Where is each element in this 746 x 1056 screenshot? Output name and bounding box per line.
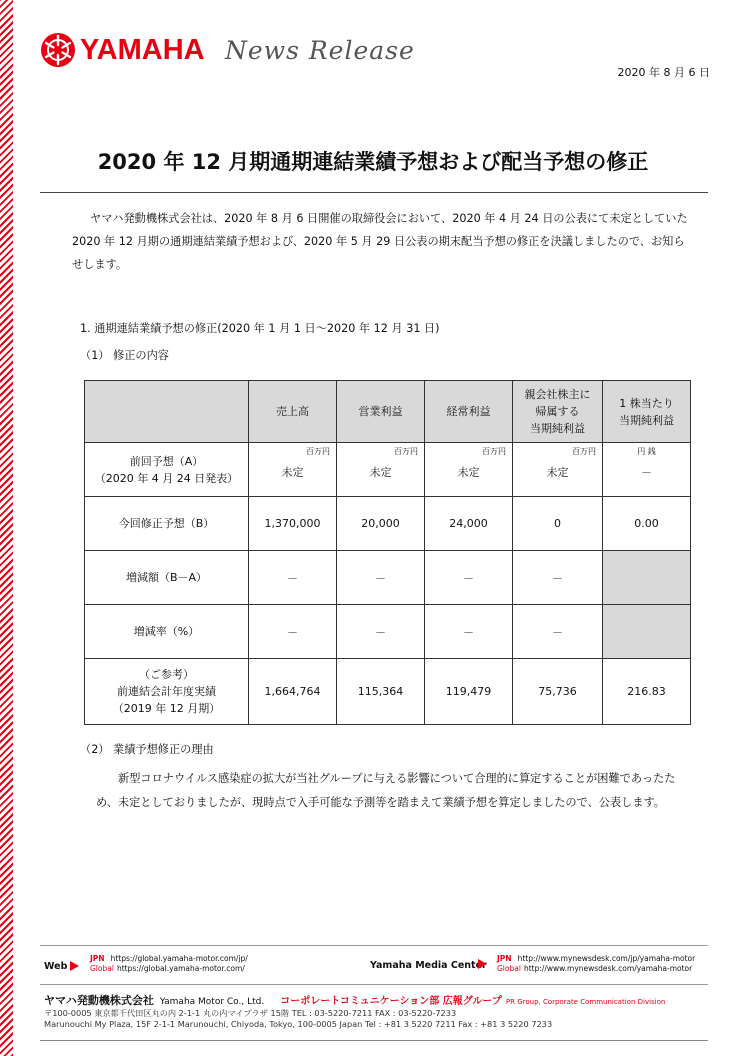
cell-cur-net: 0 <box>513 497 603 551</box>
department-en: PR Group, Corporate Communication Division <box>505 998 666 1006</box>
footer-divider-bottom <box>40 1040 708 1041</box>
table-row-current-forecast <box>85 497 691 551</box>
page-title: 2020 年 12 月期通期連結業績予想および配当予想の修正 <box>97 150 649 174</box>
cell-rate-sales: － <box>249 605 337 659</box>
company-line <box>44 992 665 1008</box>
cell-ref-ordinary: 119,479 <box>425 659 513 725</box>
header-net-income-line-2: 帰属する <box>535 405 580 418</box>
footer-divider-top <box>40 945 708 946</box>
web-links <box>90 954 248 974</box>
cell-diff-ordinary: － <box>425 551 513 605</box>
media-center-label: Yamaha Media Center <box>370 960 487 971</box>
cell-rate-net: － <box>513 605 603 659</box>
cell-diff-eps-shaded <box>603 551 691 605</box>
cell-rate-eps-shaded <box>603 605 691 659</box>
global-tag: Global <box>497 964 521 973</box>
cell-cur-eps: 0.00 <box>603 497 691 551</box>
header-eps-line-1: 1 株当たり <box>619 396 674 410</box>
cell-ref-operating: 115,364 <box>337 659 425 725</box>
media-jpn-link[interactable]: http://www.mynewsdesk.com/jp/yamaha-motor <box>517 954 696 963</box>
jpn-tag: JPN <box>90 954 105 963</box>
yamaha-logo <box>40 32 205 68</box>
section-2-heading: （2） 業績予想修正の理由 <box>80 743 214 756</box>
cell-ref-eps: 216.83 <box>603 659 691 725</box>
cell-rate-ordinary: － <box>425 605 513 659</box>
cell-prev-operating <box>337 443 425 497</box>
cell-cur-sales: 1,370,000 <box>249 497 337 551</box>
cell-ref-sales: 1,664,764 <box>249 659 337 725</box>
section-1-subheading: （1） 修正の内容 <box>80 349 169 362</box>
row-label-reference-line-3: （2019 年 12 月期） <box>112 702 221 715</box>
section-1-heading: 1. 通期連結業績予想の修正(2020 年 1 月 1 日～2020 年 12 月 31 日) <box>80 322 440 335</box>
cell-prev-net <box>513 443 603 497</box>
header-ordinary-income: 経常利益 <box>425 381 513 443</box>
cell-value: 未定 <box>546 465 569 479</box>
cell-diff-operating: － <box>337 551 425 605</box>
row-label-previous-line-1: 前回予想（A） <box>129 454 204 468</box>
red-stripe-border <box>0 0 13 1056</box>
address-en: Marunouchi My Plaza, 15F 2-1-1 Marunouchi, Chiyoda, Tokyo, 100-0005 Japan Tel : +81 3 5220 7211 Fax : +81 3 5220 7233 <box>44 1019 553 1029</box>
address-ja: 〒100-0005 東京都千代田区丸の内 2-1-1 丸の内マイプラザ 15階 TEL : 03-5220-7211 FAX : 03-5220-7233 <box>44 1008 457 1018</box>
footer-divider-middle <box>40 984 708 985</box>
department-ja: コーポレートコミュニケーション部 広報グループ <box>280 996 502 1007</box>
row-label-reference-line-1: （ご参考） <box>139 668 194 681</box>
cell-cur-ordinary: 24,000 <box>425 497 513 551</box>
row-label-previous <box>85 443 249 497</box>
intro-paragraph: ヤマハ発動機株式会社は、2020 年 8 月 6 日開催の取締役会において、2020 年 4 月 24 日の公表にて未定としていた 2020 年 12 月期の通期連結業績予想および、2020 年 5 月 29 日公表の期末配当予想の修正を決議しましたので、お知らせします。 <box>72 212 688 271</box>
cell-diff-net: － <box>513 551 603 605</box>
row-label-previous-line-2: （2020 年 4 月 24 日発表） <box>94 471 239 485</box>
header-net-income-line-1: 親会社株主に <box>524 388 591 401</box>
header-eps-line-2: 当期純利益 <box>619 413 674 427</box>
arrow-right-icon <box>70 961 79 971</box>
cell-prev-sales <box>249 443 337 497</box>
unit-label: 百万円 <box>482 447 506 456</box>
header-operating-income: 営業利益 <box>337 381 425 443</box>
logo-wordmark: YAMAHA <box>80 33 205 66</box>
table-row-rate <box>85 605 691 659</box>
web-jpn-link[interactable]: https://global.yamaha-motor.com/jp/ <box>110 954 248 963</box>
media-links <box>497 954 695 974</box>
news-release-script: News Release <box>225 36 415 65</box>
table-row-previous-forecast <box>85 443 691 497</box>
forecast-table <box>84 380 691 725</box>
cell-value: － <box>641 465 652 479</box>
global-tag: Global <box>90 964 114 973</box>
cell-rate-operating: － <box>337 605 425 659</box>
row-label-reference-line-2: 前連結会計年度実績 <box>117 685 216 698</box>
header-eps <box>603 381 691 443</box>
web-label: Web <box>44 961 68 972</box>
unit-label: 百万円 <box>394 447 418 456</box>
unit-label: 百万円 <box>306 447 330 456</box>
cell-cur-operating: 20,000 <box>337 497 425 551</box>
unit-label: 百万円 <box>572 447 596 456</box>
tuning-fork-emblem-icon <box>40 32 76 68</box>
row-label-current: 今回修正予想（B） <box>85 497 249 551</box>
header-net-income-line-3: 当期純利益 <box>530 422 585 435</box>
release-date: 2020 年 8 月 6 日 <box>617 66 710 79</box>
table-row-difference <box>85 551 691 605</box>
cell-value: 未定 <box>457 465 480 479</box>
jpn-tag: JPN <box>497 954 512 963</box>
address-block <box>44 1008 552 1030</box>
header <box>40 30 720 80</box>
row-label-reference <box>85 659 249 725</box>
table-row-reference <box>85 659 691 725</box>
company-name-en: Yamaha Motor Co., Ltd. <box>159 997 265 1007</box>
row-label-rate: 増減率（%） <box>85 605 249 659</box>
arrow-right-icon <box>478 959 487 969</box>
media-global-link[interactable]: http://www.mynewsdesk.com/yamaha-motor <box>523 964 693 973</box>
web-global-link[interactable]: https://global.yamaha-motor.com/ <box>116 964 245 973</box>
unit-label: 円 銭 <box>637 447 656 456</box>
cell-value: 未定 <box>369 465 392 479</box>
reason-paragraph: 新型コロナウイルス感染症の拡大が当社グループに与える影響について合理的に算定することが困難であったため、未定としておりましたが、現時点で入手可能な予測等を踏まえて業績予想を算定しましたので、公表します。 <box>96 772 676 809</box>
cell-ref-net: 75,736 <box>513 659 603 725</box>
cell-value: 未定 <box>281 465 304 479</box>
cell-diff-sales: － <box>249 551 337 605</box>
header-sales: 売上高 <box>249 381 337 443</box>
row-label-difference: 増減額（B－A） <box>85 551 249 605</box>
company-name-ja: ヤマハ発動機株式会社 <box>44 994 154 1007</box>
cell-prev-ordinary <box>425 443 513 497</box>
header-net-income <box>513 381 603 443</box>
cell-prev-eps <box>603 443 691 497</box>
title-divider <box>40 192 708 193</box>
header-empty <box>85 381 249 443</box>
